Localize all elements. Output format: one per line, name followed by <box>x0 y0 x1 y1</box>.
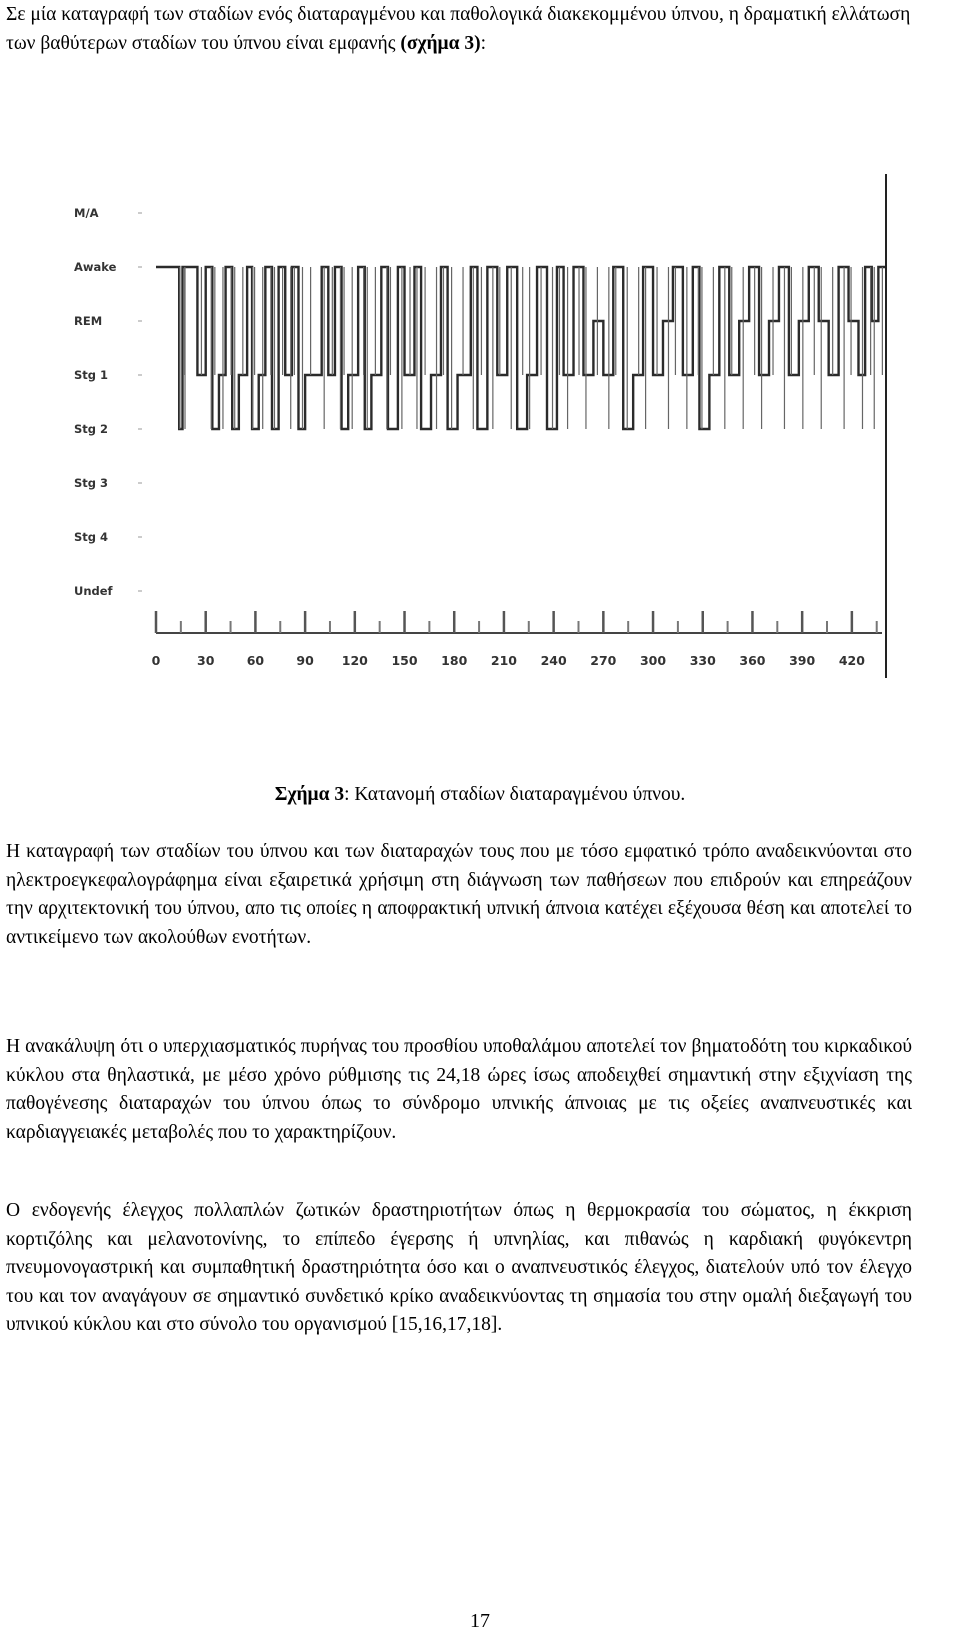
stage-label-awake: Awake <box>74 260 117 274</box>
paragraph-3: Ο ενδογενής έλεγχος πολλαπλών ζωτικών δραστηριοτήτων όπως η θερμοκρασία του σώματος, η έκκριση κορτιζόλης και μελανοτονίνης, το επίπεδο έγερσης ή υπνηλίας, και πιθανώς η καρδιακή φυγόκεντρη πνευμονογαστρική και συμπαθητική δραστηριότητα όσο και ο αναπνευστικός έλεγχος, διατελούν υπό τον έλεγχο του και τον αναγάγουν σε σημαντικό συνδετικό κρίκο αναδεικνύοντας τη σημασία του στην ομαλή διεξαγωγή του υπνικού κύκλου και στο σύνολο του οργανισμού [15,16,17,18]. <box>6 1200 912 1335</box>
x-tick-label: 60 <box>246 653 265 668</box>
stage-label-undef: Undef <box>74 584 113 598</box>
x-tick-label: 0 <box>151 653 161 668</box>
x-tick-label: 120 <box>341 653 368 668</box>
stage-label-stg-1: Stg 1 <box>74 368 109 382</box>
x-tick-label: 90 <box>296 653 314 668</box>
caption-text: : Κατανομή σταδίων διαταραγμένου ύπνου. <box>344 784 686 805</box>
x-tick-label: 270 <box>590 653 617 668</box>
hypnogram-chart <box>74 178 940 708</box>
stage-label-stg-3: Stg 3 <box>74 476 109 490</box>
hypnogram-trace <box>156 267 885 429</box>
page-number: 17 <box>470 1610 490 1632</box>
stage-label-rem: REM <box>74 314 103 328</box>
figure-caption <box>0 784 960 806</box>
x-tick-label: 180 <box>441 653 468 668</box>
caption-label: Σχήμα 3 <box>274 784 345 805</box>
paragraph-2: Η ανακάλυψη ότι ο υπερχιασματικός πυρήνας του προσθίου υποθαλάμου αποτελεί τον βηματοδότη του κιρκαδικού κύκλου στα θηλαστικά, με μέσο χρόνο ρύθμισης τις 24,18 ώρες ίσως αποδειχθεί σημαντική στην εξιχνίαση της παθογένεσης διαταραχών του ύπνου όπως το σύνδρομο υπνικής άπνοιας με τις οξείες αναπνευστικές και καρδιαγγειακές μεταβολές που το χαρακτηρίζουν. <box>6 1036 912 1143</box>
stage-label-m-a: M/A <box>74 206 99 220</box>
intro-tail: : <box>480 33 487 54</box>
x-tick-label: 300 <box>639 653 667 668</box>
stage-label-stg-2: Stg 2 <box>74 422 109 436</box>
intro-text: Σε μία καταγραφή των σταδίων ενός διαταραγμένου και παθολογικά διακεκομμένου ύπνου, η δραματική ελλάτωση των βαθύτερων σταδίων του ύπνου είναι εμφανής <box>6 4 911 54</box>
x-tick-label: 210 <box>490 653 517 668</box>
paragraph-1: Η καταγραφή των σταδίων του ύπνου και των διαταραχών τους που με τόσο εμφατικό τρόπο αναδεικνύονται στο ηλεκτροεγκεφαλογράφημα είναι εξαιρετικά χρήσιμη στη διάγνωση των παθήσεων που επιδρούν και επηρεάζουν την αρχιτεκτονική του ύπνου, απο τις οποίες η αποφρακτική υπνική άπνοια κατέχει εξέχουσα θέση και αποτελεί το αντικείμενο των ακολούθων ενοτήτων. <box>6 841 912 948</box>
x-tick-label: 330 <box>689 653 716 668</box>
hypnogram-figure <box>74 178 940 708</box>
x-tick-label: 150 <box>391 653 418 668</box>
x-tick-label: 420 <box>838 653 865 668</box>
stage-label-stg-4: Stg 4 <box>74 530 109 544</box>
x-tick-label: 360 <box>739 653 766 668</box>
intro-paragraph <box>6 0 912 58</box>
x-tick-label: 390 <box>789 653 816 668</box>
x-tick-label: 30 <box>197 653 215 668</box>
figure-reference: (σχήμα 3) <box>400 33 481 54</box>
x-tick-label: 240 <box>540 653 567 668</box>
